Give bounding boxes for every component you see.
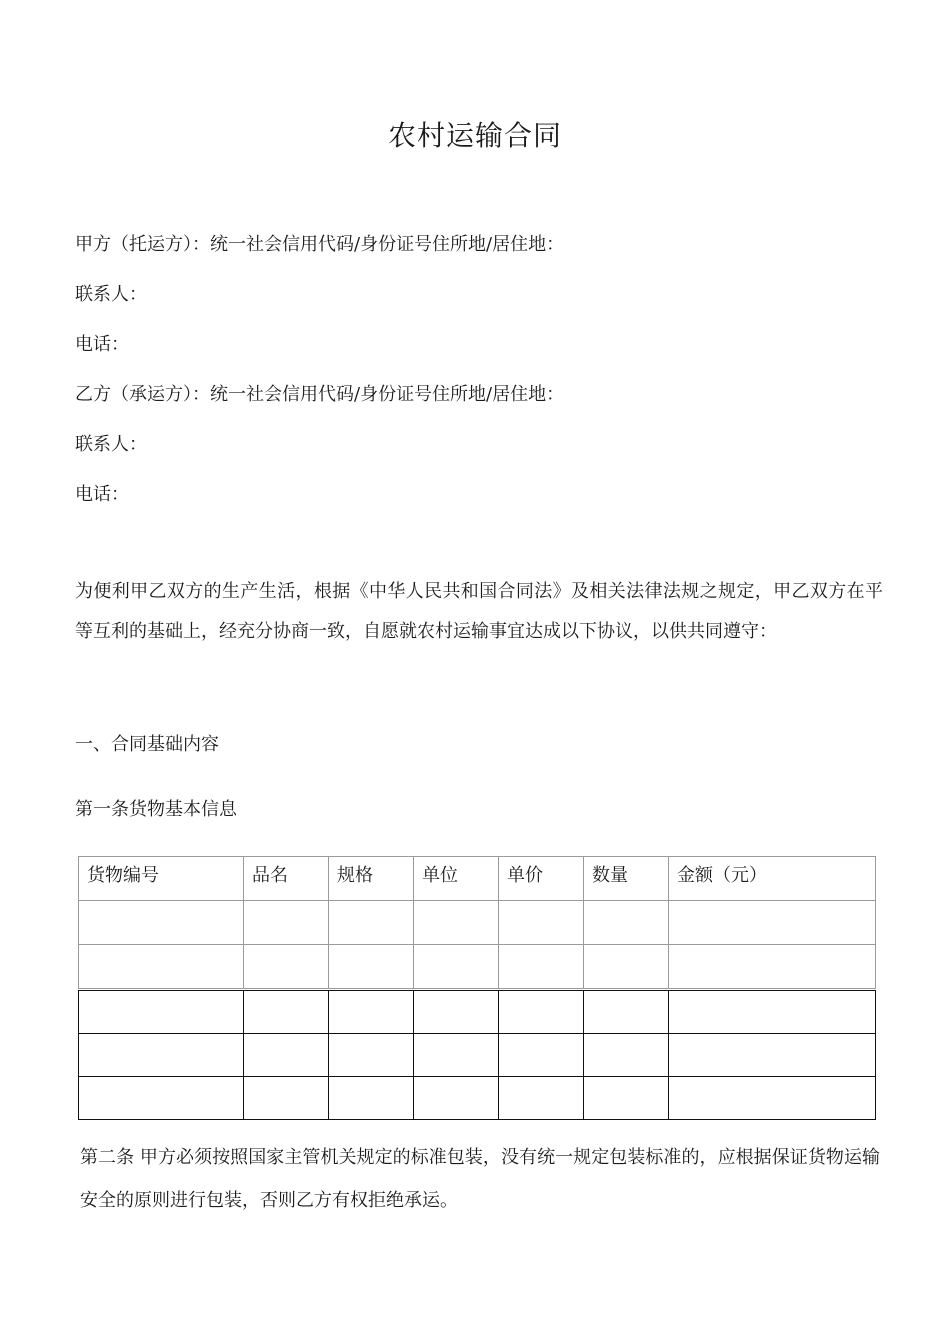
header-specification: 规格 — [329, 857, 414, 901]
table-cell[interactable] — [414, 945, 499, 989]
table-cell[interactable] — [329, 1077, 414, 1120]
table-cell[interactable] — [584, 1077, 669, 1120]
table-cell[interactable] — [244, 901, 329, 945]
table-cell[interactable] — [244, 945, 329, 989]
party-a-phone: 电话： — [75, 334, 129, 355]
table-cell[interactable] — [79, 1077, 244, 1120]
table-cell[interactable] — [584, 1034, 669, 1077]
table-cell[interactable] — [669, 991, 876, 1034]
header-amount: 金额（元） — [669, 857, 876, 901]
section-heading: 一、合同基础内容 — [75, 734, 219, 755]
header-quantity: 数量 — [584, 857, 669, 901]
table-cell[interactable] — [329, 991, 414, 1034]
table-row — [79, 1034, 876, 1077]
table-cell[interactable] — [669, 945, 876, 989]
table-cell[interactable] — [329, 901, 414, 945]
table-cell[interactable] — [499, 945, 584, 989]
table-cell[interactable] — [244, 991, 329, 1034]
table-cell[interactable] — [79, 1034, 244, 1077]
table-cell[interactable] — [499, 991, 584, 1034]
preamble-paragraph: 为便利甲乙双方的生产生活，根据《中华人民共和国合同法》及相关法律法规之规定，甲乙双方在平等互利的基础上，经充分协商一致，自愿就农村运输事宜达成以下协议，以供共同遵守： — [75, 581, 883, 642]
party-b-line: 乙方（承运方）：统一社会信用代码/身份证号住所地/居住地： — [75, 384, 565, 405]
table-cell[interactable] — [584, 991, 669, 1034]
goods-table-body — [78, 990, 876, 1120]
table-cell[interactable] — [669, 1034, 876, 1077]
article-1-heading: 第一条货物基本信息 — [75, 799, 237, 820]
table-row — [79, 945, 876, 989]
document-title: 农村运输合同 — [387, 119, 562, 152]
party-b-phone: 电话： — [75, 484, 129, 505]
header-unit: 单位 — [414, 857, 499, 901]
table-cell[interactable] — [79, 901, 244, 945]
table-cell[interactable] — [244, 1077, 329, 1120]
header-product-name: 品名 — [244, 857, 329, 901]
table-cell[interactable] — [329, 1034, 414, 1077]
table-row — [79, 901, 876, 945]
table-cell[interactable] — [669, 901, 876, 945]
table-cell[interactable] — [499, 1034, 584, 1077]
table-cell[interactable] — [414, 901, 499, 945]
table-cell[interactable] — [329, 945, 414, 989]
table-cell[interactable] — [669, 1077, 876, 1120]
table-row — [79, 1077, 876, 1120]
party-b-contact: 联系人： — [75, 434, 147, 455]
table-cell[interactable] — [79, 945, 244, 989]
table-row — [79, 991, 876, 1034]
table-cell[interactable] — [414, 1034, 499, 1077]
goods-table-header — [78, 856, 876, 989]
header-goods-number: 货物编号 — [79, 857, 244, 901]
table-cell[interactable] — [499, 901, 584, 945]
header-unit-price: 单价 — [499, 857, 584, 901]
party-a-line: 甲方（托运方）：统一社会信用代码/身份证号住所地/居住地： — [75, 234, 565, 255]
table-cell[interactable] — [414, 1077, 499, 1120]
table-cell[interactable] — [499, 1077, 584, 1120]
table-cell[interactable] — [244, 1034, 329, 1077]
table-cell[interactable] — [584, 945, 669, 989]
party-a-contact: 联系人： — [75, 284, 147, 305]
table-cell[interactable] — [414, 991, 499, 1034]
table-header-row — [79, 857, 876, 901]
article-2-paragraph: 第二条 甲方必须按照国家主管机关规定的标准包装，没有统一规定包装标准的，应根据保证货物运输安全的原则进行包装，否则乙方有权拒绝承运。 — [80, 1147, 880, 1211]
table-cell[interactable] — [79, 991, 244, 1034]
table-cell[interactable] — [584, 901, 669, 945]
